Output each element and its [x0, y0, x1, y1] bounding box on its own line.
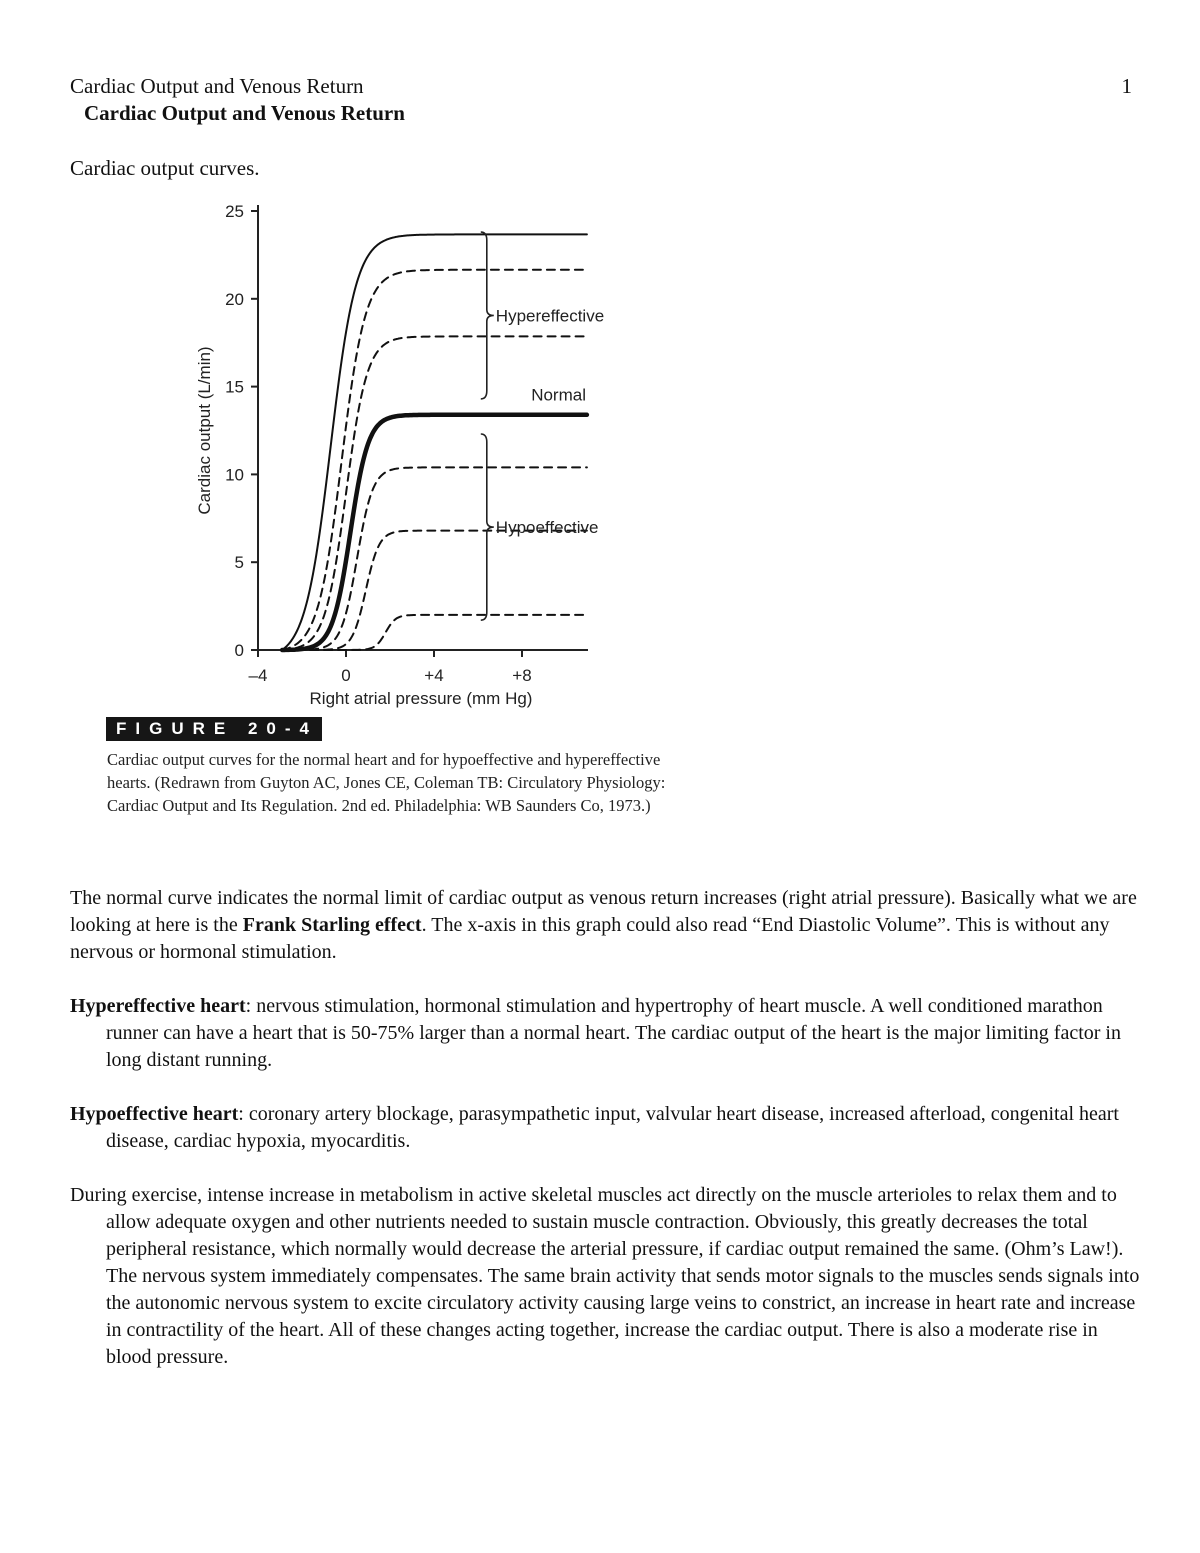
x-ticks [249, 650, 532, 685]
y-tick-label: 5 [234, 553, 244, 573]
chart-curves [282, 234, 587, 650]
y-tick-label: 25 [225, 202, 244, 221]
chart-braces [481, 232, 494, 620]
x-tick-label: +8 [512, 666, 532, 685]
intro-text: Cardiac output curves. [70, 156, 260, 180]
y-ticks [225, 202, 258, 660]
curve-hypereffective-max [282, 234, 587, 650]
x-tick-label: 0 [341, 666, 351, 685]
paragraph-text: : coronary artery blockage, parasympathetic input, valvular heart disease, increased afterload, congenital heart disease, cardiac hypoxia, myocarditis. [106, 1103, 1119, 1152]
figure-caption: Cardiac output curves for the normal heart and for hypoeffective and hypereffective hearts. (Redrawn from Guyton AC, Jones CE, Coleman TB: Circulatory Physiology: Cardiac Output and Its Regulation. 2nd ed. Philadelphia: WB Saunders Co, 1973.) [107, 750, 666, 815]
hypoeffective-term: Hypoeffective heart [70, 1103, 239, 1125]
chart-axes [258, 205, 588, 650]
y-tick-label: 20 [225, 289, 244, 309]
x-tick-label: –4 [248, 666, 268, 685]
paragraph-exercise: During exercise, intense increase in metabolism in active skeletal muscles act directly on the muscle arterioles to relax them and to allow adequate oxygen and other nutrients needed to sustain muscle contraction. Obviously, this greatly decreases the total peripheral resistance, which normally would decrease the arterial pressure, if cardiac output remained the same. (Ohm’s Law!). The nervous system immediately compensates. The same brain activity that sends motor signals to the muscles sends signals into the autonomic nervous system to excite circulatory activity causing large veins to constrict, an increase in heart rate and increase in contractility of the heart. All of these changes acting together, increase the cardiac output. There is also a moderate rise in blood pressure. [70, 1184, 1140, 1368]
figure-label: FIGURE 20-4 [106, 717, 322, 741]
y-tick-label: 10 [225, 465, 244, 485]
curve-hypoeffective [282, 467, 587, 650]
y-tick-label: 0 [234, 641, 244, 660]
annotation-hypereffective: Hypereffective [495, 306, 605, 326]
page-number: 1 [1121, 74, 1132, 98]
hypereffective-term: Hypereffective heart [70, 995, 246, 1017]
x-tick-label: +4 [424, 666, 444, 685]
y-axis-label: Cardiac output (L/min) [195, 346, 214, 515]
brace-hypereffective [481, 232, 494, 399]
curve-hypereffective [282, 336, 587, 650]
running-title: Cardiac Output and Venous Return [70, 74, 364, 98]
annotation-normal: Normal [531, 385, 586, 405]
document-title: Cardiac Output and Venous Return [84, 101, 405, 125]
cardiac-output-chart [0, 190, 700, 710]
x-axis-label: Right atrial pressure (mm Hg) [309, 689, 533, 708]
annotation-hypoeffective: Hypoeffective [495, 518, 599, 538]
paragraph-text: : nervous stimulation, hormonal stimulation and hypertrophy of heart muscle. A well conditioned marathon runner can have a heart that is 50-75% larger than a normal heart. The cardiac output of the heart is the major limiting factor in long distant running. [106, 995, 1121, 1071]
paragraph-hypoeffective [70, 1101, 1140, 1155]
paragraph-hypereffective [70, 993, 1140, 1074]
paragraph-frank-starling [70, 885, 1140, 966]
curve-hypereffective [282, 270, 587, 650]
body-text [70, 885, 1140, 1398]
running-header [70, 72, 1132, 100]
paragraph-text: The normal curve indicates the normal limit of cardiac output as venous return increases (right atrial pressure). Basically what we are looking at here is the [70, 887, 1137, 936]
brace-hypoeffective [481, 434, 494, 620]
y-tick-label: 15 [225, 377, 244, 397]
frank-starling-term: Frank Starling effect [242, 914, 422, 936]
paragraph-text: . The x-axis in this graph could also read “End Diastolic Volume”. This is without any nervous or hormonal stimulation. [70, 914, 1110, 963]
